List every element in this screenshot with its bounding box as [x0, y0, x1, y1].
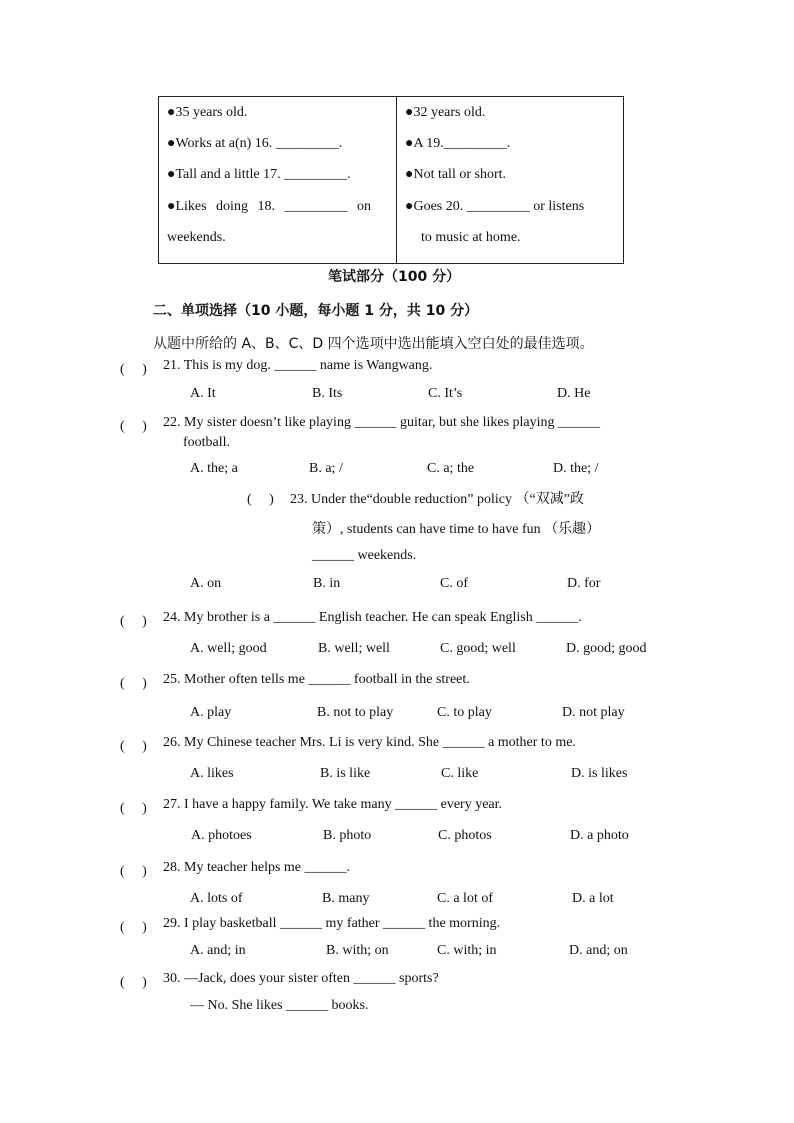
table-cell: ●A 19._________.: [405, 136, 511, 151]
answer-paren[interactable]: ( ): [120, 362, 147, 377]
question-stem: 27. I have a happy family. We take many ______ every year.: [163, 797, 503, 812]
option: B. photo: [323, 828, 372, 843]
option: D. not play: [562, 705, 625, 720]
question-stem-continued: — No. She likes ______ books.: [190, 998, 369, 1013]
question-stem-continued: 策）, students can have time to have fun （乐趣）: [312, 522, 601, 537]
option: C. with; in: [437, 943, 497, 958]
table-divider: [396, 97, 397, 263]
option: D. a lot: [572, 891, 614, 906]
option: A. It: [190, 386, 216, 401]
answer-paren[interactable]: ( ): [120, 676, 147, 691]
table-cell: weekends.: [167, 230, 226, 245]
option: B. in: [313, 576, 341, 591]
table-cell: to music at home.: [421, 230, 521, 245]
table-cell: ●Not tall or short.: [405, 167, 507, 182]
option: B. Its: [312, 386, 343, 401]
answer-paren[interactable]: ( ): [120, 739, 147, 754]
option: C. a; the: [427, 461, 475, 476]
question-stem: 22. My sister doesn’t like playing ______ guitar, but she likes playing ______: [163, 415, 601, 430]
option: A. the; a: [190, 461, 238, 476]
option: D. He: [557, 386, 591, 401]
option: C. a lot of: [437, 891, 493, 906]
option: A. photoes: [191, 828, 252, 843]
answer-paren[interactable]: ( ): [120, 920, 147, 935]
option: C. like: [441, 766, 479, 781]
option: D. is likes: [571, 766, 628, 781]
written-part-title: 笔试部分（100 分）: [328, 269, 461, 285]
option: A. and; in: [190, 943, 246, 958]
instruction: 从题中所给的 A、B、C、D 四个选项中选出能填入空白处的最佳选项。: [153, 336, 594, 352]
question-stem-continued: ______ weekends.: [312, 548, 417, 563]
option: A. play: [190, 705, 232, 720]
option: C. good; well: [440, 641, 516, 656]
option: C. to play: [437, 705, 492, 720]
option: B. well; well: [318, 641, 390, 656]
option: A. likes: [190, 766, 234, 781]
option: B. is like: [320, 766, 371, 781]
answer-paren[interactable]: ( ): [120, 864, 147, 879]
question-stem: 24. My brother is a ______ English teacher. He can speak English ______.: [163, 610, 582, 625]
option: D. good; good: [566, 641, 647, 656]
option: C. of: [440, 576, 468, 591]
question-stem: 30. —Jack, does your sister often ______ sports?: [163, 971, 439, 986]
question-stem: 23. Under the“double reduction” policy （“双减”政: [290, 492, 584, 507]
table-cell: ●Goes 20. _________ or listens: [405, 199, 585, 214]
option: A. well; good: [190, 641, 267, 656]
question-stem: 26. My Chinese teacher Mrs. Li is very kind. She ______ a mother to me.: [163, 735, 576, 750]
option: B. many: [322, 891, 370, 906]
option: D. a photo: [570, 828, 629, 843]
question-stem: 28. My teacher helps me ______.: [163, 860, 351, 875]
option: D. the; /: [553, 461, 599, 476]
option: A. lots of: [190, 891, 243, 906]
table-cell: ●35 years old.: [167, 105, 248, 120]
answer-paren[interactable]: ( ): [247, 492, 274, 507]
question-stem: 21. This is my dog. ______ name is Wangwang.: [163, 358, 433, 373]
table-cell: ●Works at a(n) 16. _________.: [167, 136, 343, 151]
answer-paren[interactable]: ( ): [120, 975, 147, 990]
option: B. with; on: [326, 943, 389, 958]
option: A. on: [190, 576, 222, 591]
option: D. for: [567, 576, 601, 591]
answer-paren[interactable]: ( ): [120, 801, 147, 816]
option: D. and; on: [569, 943, 628, 958]
info-table: [158, 96, 624, 264]
option: C. It’s: [428, 386, 463, 401]
question-stem-continued: football.: [183, 435, 231, 450]
answer-paren[interactable]: ( ): [120, 419, 147, 434]
section-title: 二、单项选择（10 小题，每小题 1 分，共 10 分）: [153, 303, 479, 319]
table-cell: ●32 years old.: [405, 105, 486, 120]
question-stem: 29. I play basketball ______ my father ______ the morning.: [163, 916, 501, 931]
table-cell: ●Likes doing 18. _________ on: [167, 199, 371, 214]
option: C. photos: [438, 828, 492, 843]
option: B. a; /: [309, 461, 343, 476]
answer-paren[interactable]: ( ): [120, 614, 147, 629]
option: B. not to play: [317, 705, 394, 720]
question-stem: 25. Mother often tells me ______ football in the street.: [163, 672, 470, 687]
table-cell: ●Tall and a little 17. _________.: [167, 167, 351, 182]
